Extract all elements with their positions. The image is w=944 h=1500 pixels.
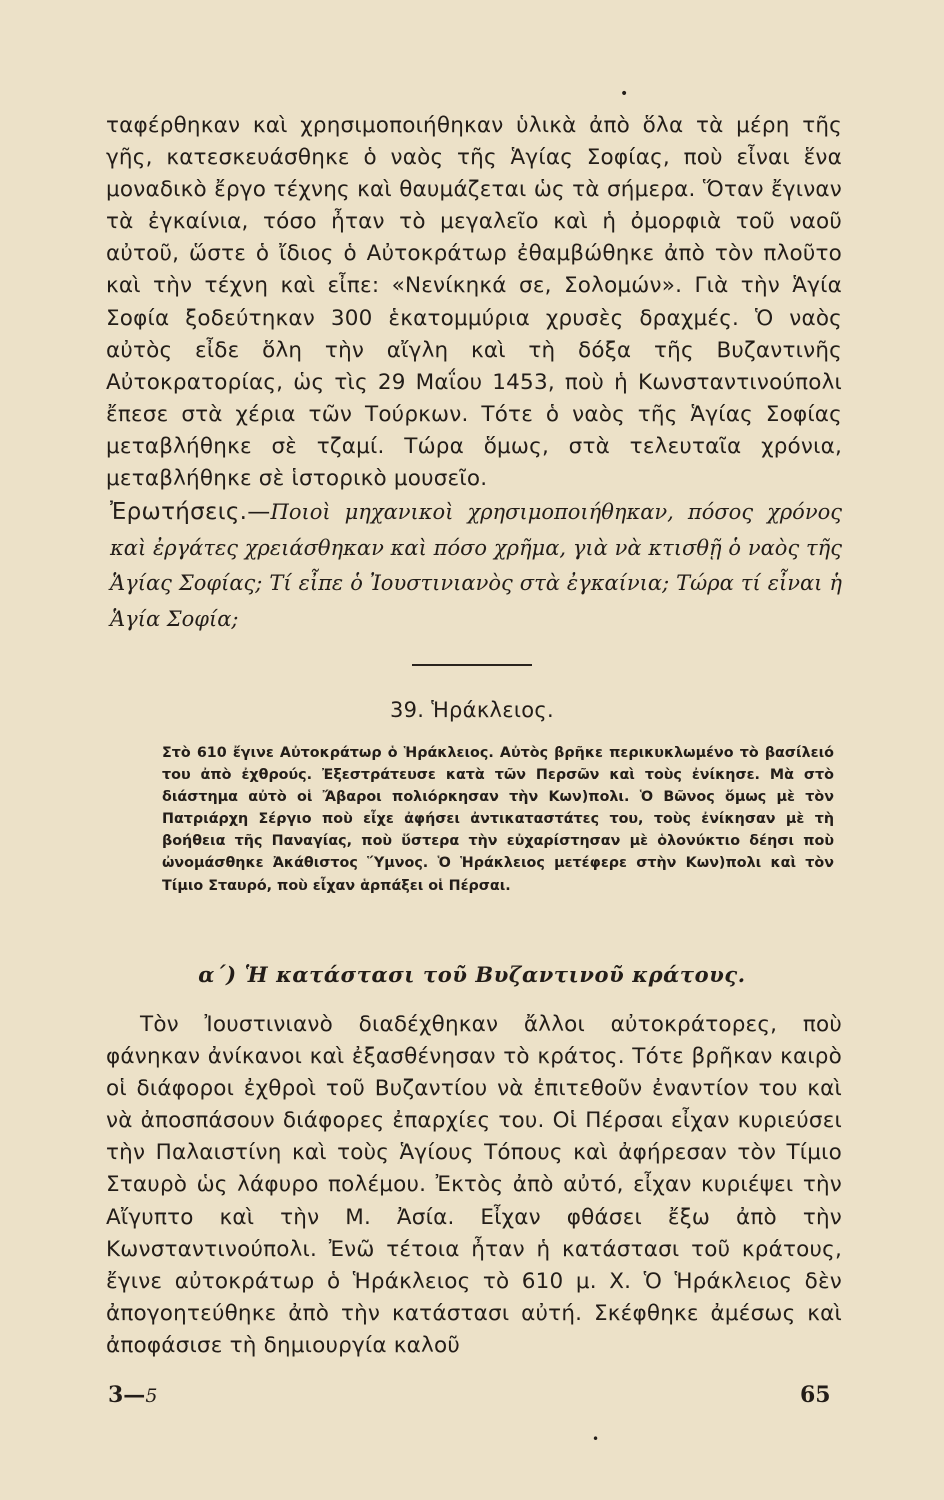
section-title: 39. Ἡράκλειος.	[389, 698, 555, 722]
bottom-mark: •	[592, 1432, 600, 1446]
questions-block	[110, 495, 842, 637]
section-summary: Στὸ 610 ἔγινε Αὐτοκράτωρ ὁ Ἡράκλειος. Αὐτὸς βρῆκε περικυκλωμένο τὸ βασίλειό του ἀπὸ ἐχθρούς. Ἐξεστράτευσε κατὰ τῶν Περσῶν καὶ τοὺς ἐνίκησε. Μὰ στὸ διάστημα αὐτὸ οἱ Ἄβαροι πολιόρκησαν τὴν Κων)πολι. Ὁ Βῶνος ὅμως μὲ τὸν Πατριάρχη Σέργιο ποὺ εἶχε ἀφήσει ἀντικαταστάτες του, τοὺς ἐνίκησαν μὲ τὴ βοήθεια τῆς Παναγίας, ποὺ ὕστερα τὴν εὐχαρίστησαν μὲ ὁλονύκτιο δέησι ποὺ ὠνομάσθηκε Ἀκάθιστος Ὕμνος. Ὁ Ἡράκλειος μετέφερε στὴν Κων)πολι καὶ τὸν Τίμιο Σταυρό, ποὺ εἶχαν ἁρπάξει οἱ Πέρσαι.	[162, 745, 834, 894]
subheading: α΄) Ἡ κατάστασι τοῦ Βυζαντινοῦ κράτους.	[198, 962, 746, 987]
printer-signature	[108, 1382, 157, 1408]
questions-label: Ἐρωτήσεις.—	[110, 499, 271, 525]
paragraph-hagia-sophia: ταφέρθηκαν καὶ χρησιμοποιήθηκαν ὑλικὰ ἀπὸ ὅλα τὰ μέρη τῆς γῆς, κατεσκευάσθηκε ὁ ναὸς τῆς Ἁγίας Σοφίας, ποὺ εἶναι ἕνα μοναδικὸ ἔργο τέχνης καὶ θαυμάζεται ὡς τὰ σήμερα. Ὅταν ἔγιναν τὰ ἐγκαίνια, τόσο ἦταν τὸ μεγαλεῖο καὶ ἡ ὀμορφιὰ τοῦ ναοῦ αὐτοῦ, ὥστε ὁ ἴδιος ὁ Αὐτοκράτωρ ἐθαμβώθηκε ἀπὸ τὸν πλοῦτο καὶ τὴν τέχνη καὶ εἶπε: «Νενίκηκά σε, Σολομών». Γιὰ τὴν Ἁγία Σοφία ξοδεύτηκαν 300 ἑκατομμύρια χρυσὲς δραχμές. Ὁ ναὸς αὐτὸς εἶδε ὅλη τὴν αἴγλη καὶ τὴ δόξα τῆς Βυζαντινῆς Αὐτοκρατορίας, ὡς τὶς 29 Μαΐου 1453, ποὺ ἡ Κωνσταντινούπολι ἔπεσε στὰ χέρια τῶν Τούρκων. Τότε ὁ ναὸς τῆς Ἁγίας Σοφίας μεταβλήθηκε σὲ τζαμί. Τώρα ὅμως, στὰ τελευταῖα χρόνια, μεταβλήθηκε σὲ ἱστορικὸ μουσεῖο.	[106, 113, 842, 492]
questions-text: Ποιοὶ μηχανικοὶ χρησιμοποιήθηκαν, πόσος χρόνος καὶ ἐργάτες χρειάσθηκαν καὶ πόσο χρῆμα, γιὰ νὰ κτισθῇ ὁ ναὸς τῆς Ἁγίας Σοφίας; Τί εἶπε ὁ Ἰουστινιανὸς στὰ ἐγκαίνια; Τώρα τί εἶναι ἡ Ἁγία Σοφία;	[110, 500, 842, 631]
signature-mark: 3—	[108, 1382, 146, 1408]
paragraph-byzantine-state: Τὸν Ἰουστινιανὸ διαδέχθηκαν ἄλλοι αὐτοκράτορες, ποὺ φάνηκαν ἀνίκανοι καὶ ἐξασθένησαν τὸ κράτος. Τότε βρῆκαν καιρὸ οἱ διάφοροι ἐχθροὶ τοῦ Βυζαντίου νὰ ἐπιτεθοῦν ἐναντίον του καὶ νὰ ἀποσπάσουν διάφορες ἐπαρχίες του. Οἱ Πέρσαι εἶχαν κυριεύσει τὴν Παλαιστίνη καὶ τοὺς Ἁγίους Τόπους καὶ ἀφήρεσαν τὸν Τίμιο Σταυρὸ ὡς λάφυρο πολέμου. Ἐκτὸς ἀπὸ αὐτό, εἶχαν κυριέψει τὴν Αἴγυπτο καὶ τὴν Μ. Ἀσία. Εἶχαν φθάσει ἔξω ἀπὸ τὴν Κωνσταντινούπολι. Ἐνῶ τέτοια ἦταν ἡ κατάστασι τοῦ κράτους, ἔγινε αὐτοκράτωρ ὁ Ἡράκλειος τὸ 610 μ. Χ. Ὁ Ἡράκλειος δὲν ἀπογοητεύθηκε ἀπὸ τὴν κατάστασι αὐτή. Σκέφθηκε ἀμέσως καὶ ἀποφάσισε τὴ δημιουργία καλοῦ	[106, 1012, 842, 1358]
top-mark: •	[620, 86, 629, 102]
section-divider	[412, 664, 532, 666]
signature-sub: 5	[145, 1385, 158, 1407]
page-number: 65	[800, 1382, 831, 1408]
